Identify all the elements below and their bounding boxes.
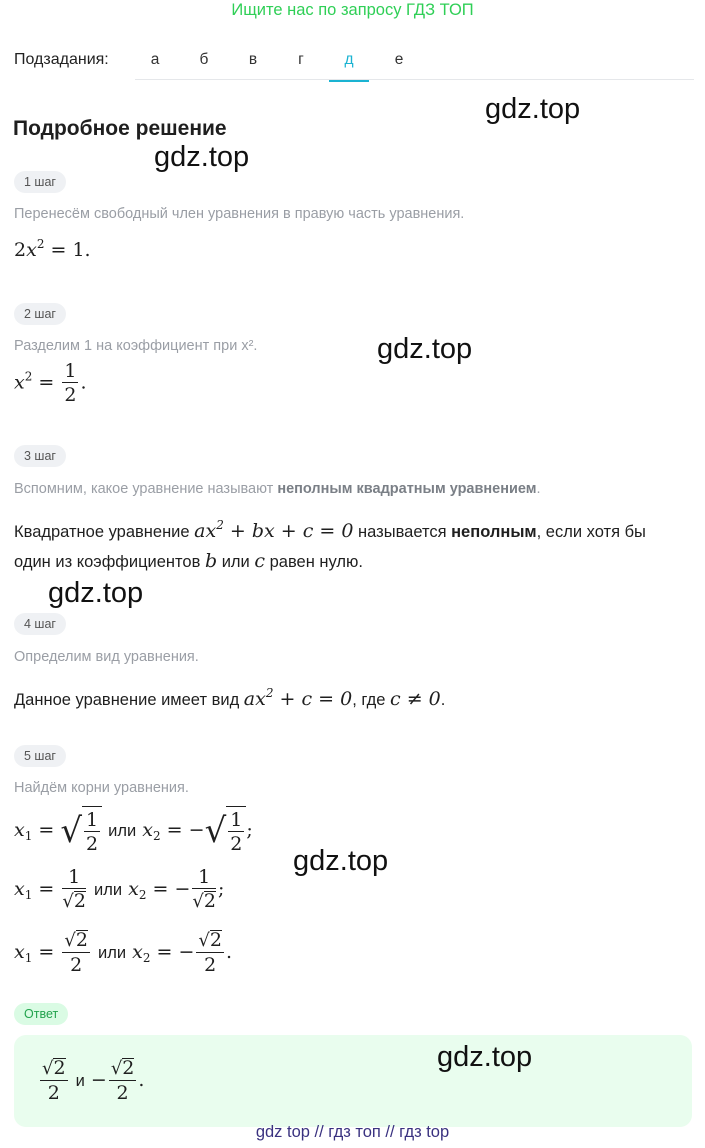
step-3-hint-bold: неполным квадратным уравнением [277, 481, 537, 497]
step-3-hint-end: . [536, 481, 541, 497]
watermark-4: gdz.top [48, 577, 144, 609]
tab-e[interactable]: е [394, 51, 404, 68]
step-1-hint: Перенесём свободный член уравнения в правую часть уравнения. [14, 206, 465, 222]
tab-v[interactable]: в [248, 51, 258, 68]
incomplete-form: $ax^2 + c = 0$ [243, 686, 353, 710]
answer-equation: $\frac{√2}{2}$ и − $\frac{√2}{2}$ . [42, 1057, 145, 1104]
subtasks-bar [14, 51, 694, 81]
tab-b[interactable]: б [199, 51, 209, 68]
answer-box [14, 1035, 692, 1127]
coef-c: c [254, 550, 266, 572]
step-3-hint-text: Вспомним, какое уравнение называют [14, 481, 278, 497]
step-3-hint [14, 481, 541, 497]
general-quadratic-formula: $ax^2$ + bx + c = 0 [194, 518, 354, 542]
step-3-badge: 3 шаг [14, 445, 66, 467]
step-4-text: Данное уравнение имеет вид $ax^2 + c = 0$, где c ≠ 0. [14, 686, 446, 710]
watermark-3: gdz.top [377, 333, 473, 365]
step-4-text-start: Данное уравнение имеет вид [14, 691, 244, 709]
footer-links[interactable]: gdz top // гдз топ // гдз top [255, 1123, 450, 1141]
step-2-hint: Разделим 1 на коэффициент при x². [14, 338, 258, 354]
tab-d[interactable]: д [329, 51, 369, 82]
step-3-text1-end: , если хотя бы [536, 523, 646, 541]
step-3-text2-start: один из коэффициентов [14, 553, 205, 571]
tab-a[interactable]: а [150, 51, 160, 68]
roots-line-1: $x_1$ = √ $\frac{1}{2}$ или $x_2$ = −√ $\frac{1}{2}$ ; [14, 806, 253, 856]
step-3-text1-bold: неполным [451, 523, 537, 541]
subtasks-label: Подзадания: [14, 51, 109, 68]
step-3-text2-mid: или [217, 553, 255, 571]
section-title: Подробное решение [13, 117, 227, 140]
step-3-text1-after: называется [353, 523, 452, 541]
step-2-badge: 2 шаг [14, 303, 66, 325]
condition-c: c ≠ 0 [390, 688, 441, 710]
watermark-1: gdz.top [485, 93, 581, 125]
watermark-5: gdz.top [293, 845, 389, 877]
step-4-badge: 4 шаг [14, 613, 66, 635]
step-1-equation: $2x^2 = 1$. [14, 237, 91, 261]
tab-g[interactable]: г [298, 51, 304, 68]
step-3-text-line-2 [14, 544, 363, 579]
watermark-2: gdz.top [154, 141, 250, 173]
step-5-badge: 5 шаг [14, 745, 66, 767]
step-5-hint: Найдём корни уравнения. [14, 780, 189, 796]
watermark-6: gdz.top [437, 1041, 533, 1073]
answer-badge: Ответ [14, 1003, 68, 1025]
roots-line-2: $x_1$ = $\frac{1}{√2}$ или $x_2$ = − $\frac{1}{√2}$ ; [14, 866, 225, 912]
and-word: и [75, 1072, 85, 1090]
step-3-text1-start: Квадратное уравнение [14, 523, 195, 541]
step-4-hint: Определим вид уравнения. [14, 649, 199, 665]
roots-line-3: $x_1$ = $\frac{√2}{2}$ или $x_2$ = − $\frac{√2}{2}$ . [14, 929, 232, 976]
step-2-equation: $x^2$ = $\frac{1}{2}$ . [14, 360, 87, 406]
or-word-2: или [93, 881, 123, 899]
step-3-text-line-1 [14, 508, 646, 549]
or-word-3: или [97, 944, 127, 962]
step-4-text-mid: , где [352, 691, 391, 709]
search-banner: Ищите нас по запросу ГДЗ ТОП [231, 1, 474, 19]
step-1-badge: 1 шаг [14, 171, 66, 193]
coef-b: b [204, 550, 218, 572]
step-3-text2-end: равен нулю. [265, 553, 363, 571]
or-word-1: или [108, 822, 137, 840]
